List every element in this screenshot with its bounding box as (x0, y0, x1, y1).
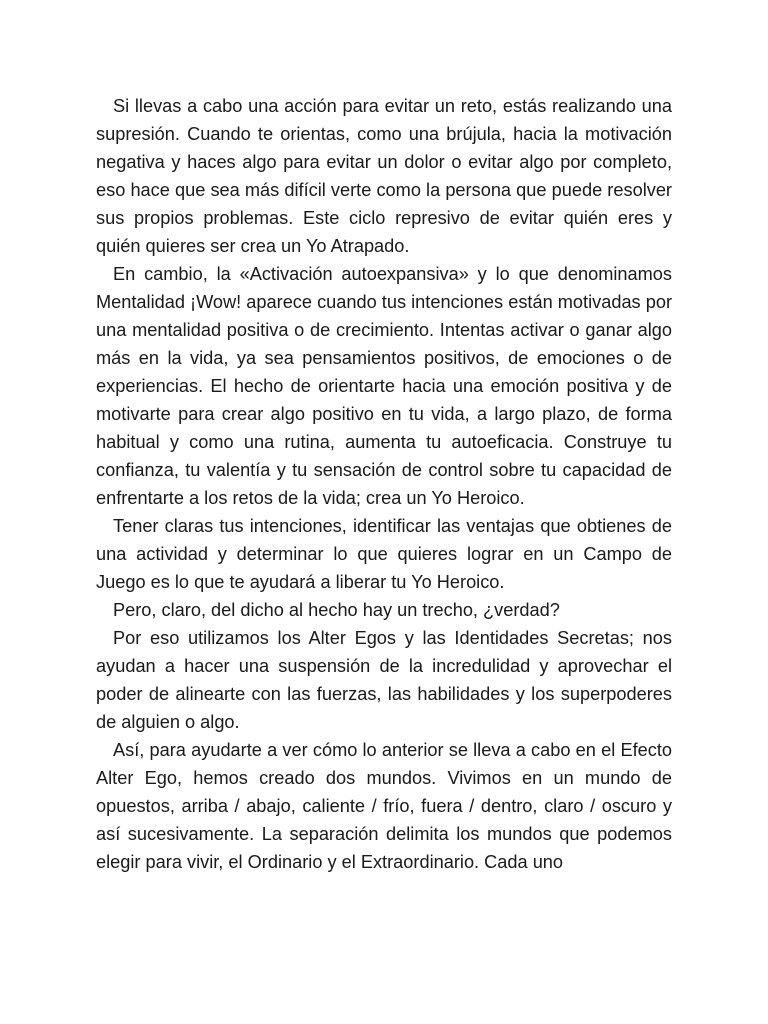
paragraph-1: Si llevas a cabo una acción para evitar un reto, estás realizando una supresión. Cuando te orientas, como una brújula, hacia la motivación negativa y haces algo para evitar un dolor o evitar algo por completo, eso hace que sea más difícil verte como la persona que puede resolver sus propios problemas. Este ciclo represivo de evitar quién eres y quién quieres ser crea un Yo Atrapado. (96, 96, 672, 256)
document-page (96, 92, 672, 876)
paragraph-2: En cambio, la «Activación autoexpansiva» y lo que denominamos Mentalidad ¡Wow! aparece cuando tus intenciones están motivadas por una mentalidad positiva o de crecimiento. Intentas activar o ganar algo más en la vida, ya sea pensamientos positivos, de emociones o de experiencias. El hecho de orientarte hacia una emoción positiva y de motivarte para crear algo positivo en tu vida, a largo plazo, de forma habitual y como una rutina, aumenta tu autoeficacia. Construye tu confianza, tu valentía y tu sensación de control sobre tu capacidad de enfrentarte a los retos de la vida; crea un Yo Heroico. (96, 264, 672, 508)
paragraph-6: Así, para ayudarte a ver cómo lo anterior se lleva a cabo en el Efecto Alter Ego, hemos creado dos mundos. Vivimos en un mundo de opuestos, arriba / abajo, caliente / frío, fuera / dentro, claro / oscuro y así sucesivamente. La separación delimita los mundos que podemos elegir para vivir, el Ordinario y el Extraordinario. Cada uno (96, 740, 672, 872)
paragraph-5: Por eso utilizamos los Alter Egos y las Identidades Secretas; nos ayudan a hacer una suspensión de la incredulidad y aprovechar el poder de alinearte con las fuerzas, las habilidades y los superpoderes de alguien o algo. (96, 628, 672, 732)
paragraph-3: Tener claras tus intenciones, identificar las ventajas que obtienes de una actividad y determinar lo que quieres lograr en un Campo de Juego es lo que te ayudará a liberar tu Yo Heroico. (96, 516, 672, 592)
paragraph-4: Pero, claro, del dicho al hecho hay un trecho, ¿verdad? (113, 600, 560, 620)
